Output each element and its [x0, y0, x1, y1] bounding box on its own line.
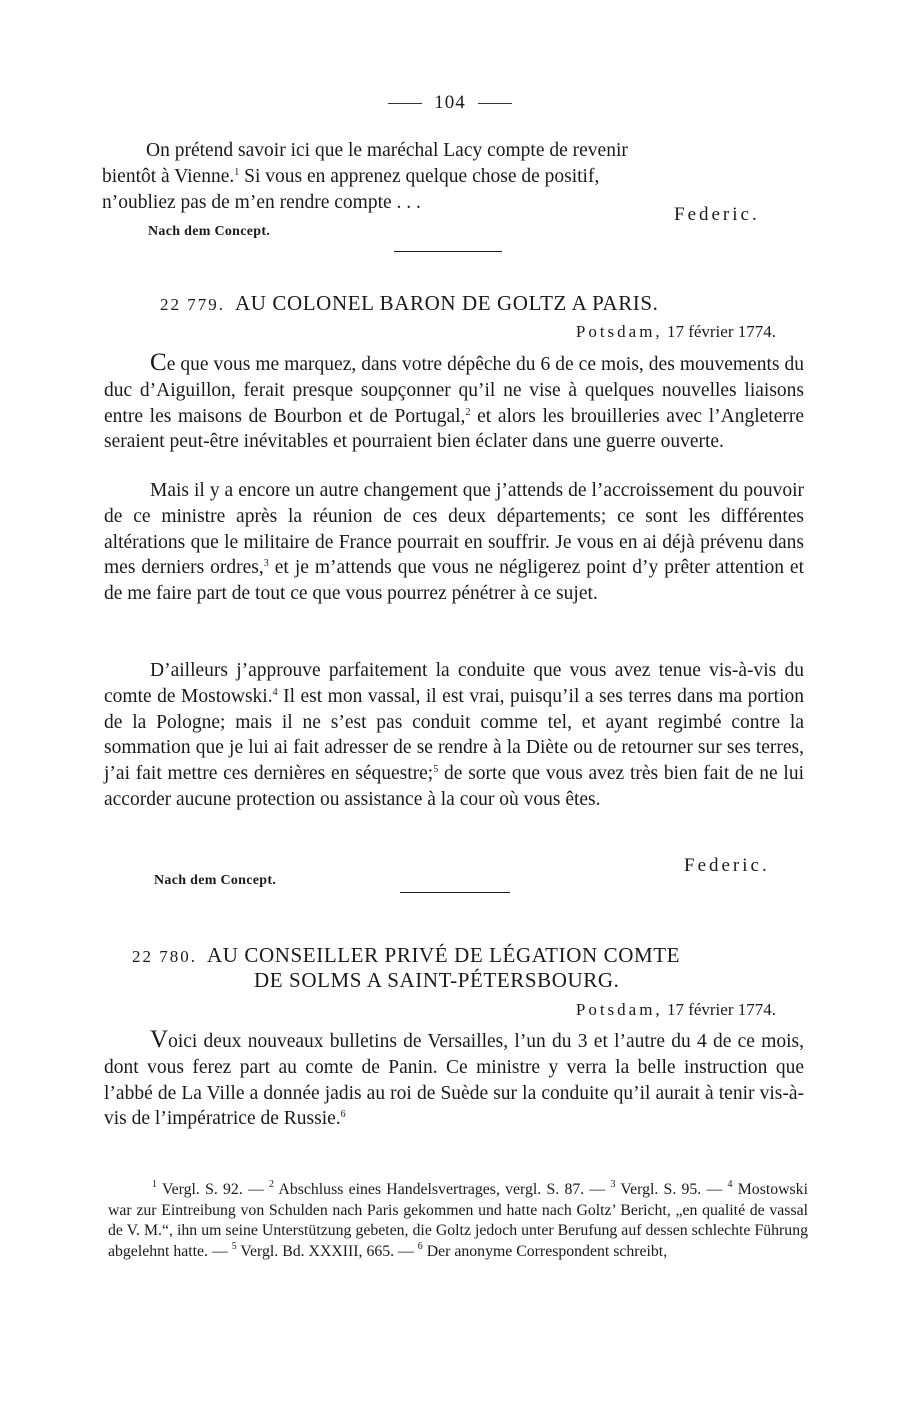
- footnote-ref-2: 2: [465, 406, 471, 418]
- letter-1-place: Potsdam,: [575, 322, 663, 341]
- footnote-5-marker: 5: [231, 1240, 237, 1252]
- letter-1-paragraph-3: [104, 658, 804, 813]
- intro-signature: Federic.: [674, 204, 760, 225]
- page-number: [0, 92, 900, 114]
- intro-line-2a: bientôt à Vienne.: [102, 165, 235, 187]
- letter-1-paragraph-1: [104, 350, 804, 455]
- footnote-ref-3: 3: [263, 558, 269, 570]
- letter-2-place: Potsdam,: [575, 1000, 663, 1019]
- letter-1-date: 17 février 1774.: [666, 322, 776, 341]
- footnote-4: Mostowski war zur Eintreibung von Schulden nach Paris gekommen und hatte nach Goltz’ Bericht, „en qualité de vassal de V. M.“, ihn um seine Unterstützung gebeten, die Goltz jedoch unter Berufung auf dessen schlechte Führung abgelehnt hatte. —: [108, 1181, 808, 1260]
- intro-line-3: n’oubliez pas de m’en rendre compte . . .: [102, 191, 421, 213]
- letter-1-p3-text-c: de sorte que vous avez très bien fait de ne lui accorder aucune protection ou assistance à la cour où vous êtes.: [104, 763, 804, 810]
- letter-2-initial: V: [150, 1026, 169, 1053]
- section-divider-2: [400, 892, 510, 893]
- letter-1-p1-text-a: e que vous me marquez, dans votre dépêche du 6 de ce mois, des mouvements du duc d’Aiguillon, ferait presque soupçonner qu’il ne vise à quelques nouvelles liaisons entre les maisons de Bourbon et de Portugal,: [104, 354, 804, 427]
- intro-source-note: Nach dem Concept.: [148, 224, 271, 239]
- letter-1-dateline: [576, 322, 776, 342]
- footnote-2: Abschluss eines Handelsvertrages, vergl. S. 87. —: [278, 1181, 606, 1198]
- footnote-3: Vergl. S. 95. —: [620, 1181, 723, 1198]
- letter-1-p2-text-b: et je m’attends que vous ne négligerez point d’y prêter attention et de me faire part de tout ce que vous pourrez pénétrer à ce sujet.: [104, 557, 804, 605]
- letter-2-dateline: [576, 1000, 776, 1020]
- footnote-2-marker: 2: [269, 1179, 275, 1190]
- intro-line-2: [102, 164, 802, 190]
- letter-1-heading: [160, 290, 659, 318]
- footnote-ref-6: 6: [340, 1109, 346, 1121]
- letter-1-source-note: Nach dem Concept.: [154, 873, 277, 888]
- footnote-ref-5: 5: [433, 764, 439, 776]
- letter-2-title-line-2: DE SOLMS A SAINT-PÉTERSBOURG.: [254, 968, 620, 992]
- footnote-4-marker: 4: [727, 1179, 733, 1190]
- footnote-6-marker: 6: [417, 1240, 423, 1252]
- letter-2-number: 22 780.: [132, 947, 197, 966]
- intro-line-1: On prétend savoir ici que le maréchal Lacy compte de revenir: [146, 140, 628, 161]
- section-divider-1: [394, 251, 502, 252]
- letter-1-number: 22 779.: [160, 295, 225, 314]
- letter-2-p1-text: oici deux nouveaux bulletins de Versailles, l’un du 3 et l’autre du 4 de ce mois, dont vous ferez part au comte de Panin. Ce ministre y verra la belle instruction que l’abbé de La Ville a donnée jadis au roi de Suède sur la conduite qu’il aurait à tenir vis-à-vis de l’impératrice de Russie.: [104, 1031, 804, 1130]
- letter-1-p3-text-a: D’ailleurs j’approuve parfaitement la conduite que vous avez tenue vis-à-vis du comte de Mostowski.: [104, 660, 804, 707]
- letter-1-p3-text-b: Il est mon vassal, il est vrai, puisqu’il a ses terres dans ma portion de la Pologne; mais il ne s’est pas conduit comme tel, et ayant regimbé contre la sommation que je lui ai fait adresser de se rendre à la Diète ou de retourner sur ses terres, j’ai fait mettre ces dernières en séquestre;: [104, 685, 805, 785]
- intro-line-2b: Si vous en apprenez quelque chose de positif,: [244, 165, 600, 187]
- page-number-dash-right: [478, 103, 512, 104]
- letter-1-title: AU COLONEL BARON DE GOLTZ A PARIS.: [235, 291, 659, 315]
- letter-1-signature: Federic.: [684, 855, 770, 876]
- letter-2-heading: [132, 942, 680, 970]
- letter-1-p2-text-a: Mais il y a encore un autre changement que j’attends de l’accroissement du pouvoir de ce ministre après la réunion de ces deux départements; ce sont les différentes altérations que le militaire de France pourrait en souffrir. Je vous en ai déjà prévenu dans mes derniers ordres,: [104, 480, 804, 579]
- letter-2-date: 17 février 1774.: [666, 1000, 776, 1019]
- footnote-1-marker: 1: [152, 1179, 157, 1190]
- letter-1-paragraph-2: [104, 478, 804, 607]
- letter-1-initial: C: [150, 349, 167, 376]
- footnote-ref-1: 1: [234, 166, 240, 178]
- page-number-text: 104: [434, 92, 466, 113]
- footnote-1: Vergl. S. 92. —: [161, 1181, 264, 1198]
- footnotes: [108, 1180, 808, 1262]
- footnote-5: Vergl. Bd. XXXIII, 665. —: [240, 1242, 414, 1260]
- page-number-dash-left: [388, 103, 422, 104]
- footnote-3-marker: 3: [610, 1179, 616, 1190]
- letter-2-title-line-1: AU CONSEILLER PRIVÉ DE LÉGATION COMTE: [207, 943, 681, 967]
- letter-2-paragraph-1: [104, 1027, 804, 1132]
- letter-1-p1-text-b: et alors les brouilleries avec l’Angleterre seraient peut-être inévitables et pourraient bien éclater dans une guerre ouverte.: [104, 405, 804, 453]
- footnote-6: Der anonyme Correspondent schreibt,: [426, 1242, 668, 1260]
- footnote-ref-4: 4: [272, 686, 278, 698]
